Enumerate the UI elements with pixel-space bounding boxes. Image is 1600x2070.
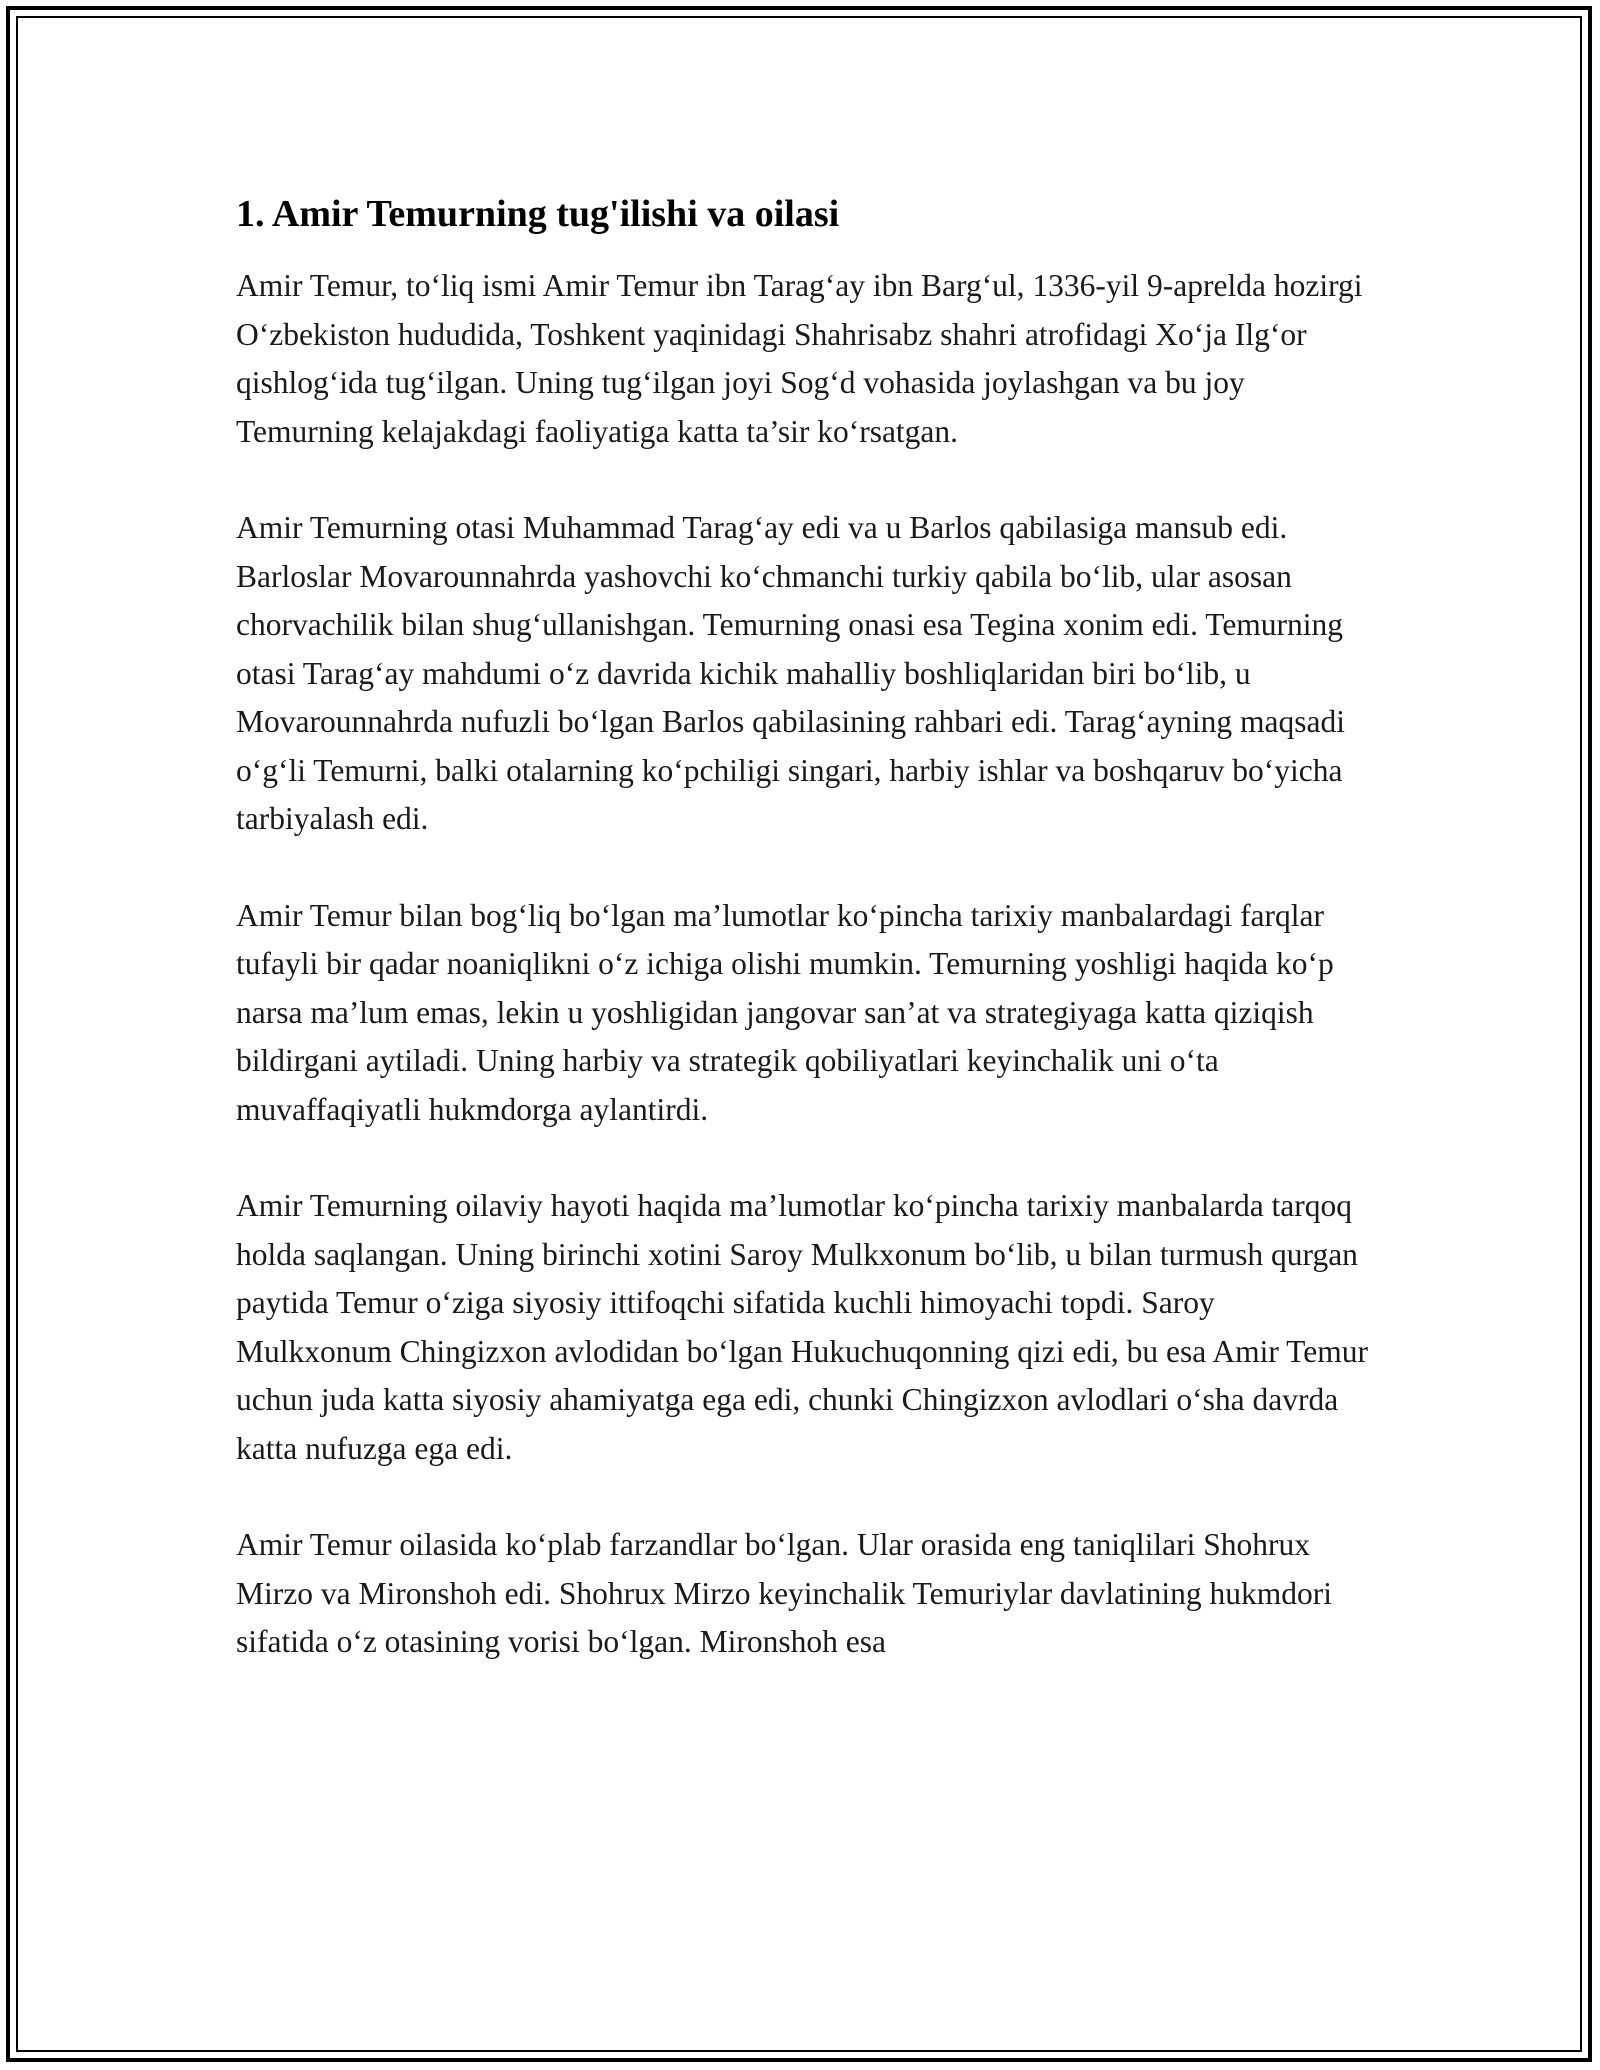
paragraph-children: Amir Temur oilasida ko‘plab farzandlar bo‘lgan. Ular orasida eng taniqlilari Shohrux Mirzo va Mironshoh edi. Shohrux Mirzo keyinchalik Temuriylar davlatining hukmdori sifatida o‘z otasining vorisi bo‘lgan. Mironshoh esa [236,1527,1333,1659]
paragraph-parents: Amir Temurning otasi Muhammad Tarag‘ay edi va u Barlos qabilasiga mansub edi. Barloslar Movarounnahrda yashovchi ko‘chmanchi turkiy qabila bo‘lib, ular asosan chorvachilik bilan shug‘ullanishgan. Temurning onasi esa Tegina xonim edi. Temurning otasi Tarag‘ay mahdumi o‘z davrida kichik mahalliy boshliqlaridan biri bo‘lib, u Movarounnahrda nufuzli bo‘lgan Barlos qabilasining rahbari edi. Tarag‘ayning maqsadi o‘g‘li Temurni, balki otalarning ko‘pchiligi singari, harbiy ishlar va boshqaruv bo‘yicha tarbiyalash edi. [236,510,1346,836]
paragraph-youth: Amir Temur bilan bog‘liq bo‘lgan ma’lumotlar ko‘pincha tarixiy manbalardagi farqlar tufayli bir qadar noaniqlikni o‘z ichiga olishi mumkin. Temurning yoshligi haqida ko‘p narsa ma’lum emas, lekin u yoshligidan jangovar san’at va strategiyaga katta qiziqish bildirgani aytiladi. Uning harbiy va strategik qobiliyatlari keyinchalik uni o‘ta muvaffaqiyatli hukmdorga aylantirdi. [236,897,1334,1127]
section-heading: 1. Amir Temurning tug'ilishi va oilasi [236,193,840,235]
paragraph-birth: Amir Temur, to‘liq ismi Amir Temur ibn Tarag‘ay ibn Barg‘ul, 1336-yil 9-aprelda hozirgi O‘zbekiston hududida, Toshkent yaqinidagi Shahrisabz shahri atrofidagi Xo‘ja Ilg‘or qishlog‘ida tug‘ilgan. Uning tug‘ilgan joyi Sog‘d vohasida joylashgan va bu joy Temurning kelajakdagi faoliyatiga katta ta’sir ko‘rsatgan. [236,268,1363,449]
document-body [236,186,1376,1667]
paragraph-family-life: Amir Temurning oilaviy hayoti haqida ma’lumotlar ko‘pincha tarixiy manbalarda tarqoq holda saqlangan. Uning birinchi xotini Saroy Mulkxonum bo‘lib, u bilan turmush qurgan paytida Temur o‘ziga siyosiy ittifoqchi sifatida kuchli himoyachi topdi. Saroy Mulkxonum Chingizxon avlodidan bo‘lgan Hukuchuqonning qizi edi, bu esa Amir Temur uchun juda katta siyosiy ahamiyatga ega edi, chunki Chingizxon avlodlari o‘sha davrda katta nufuzga ega edi. [236,1188,1368,1466]
